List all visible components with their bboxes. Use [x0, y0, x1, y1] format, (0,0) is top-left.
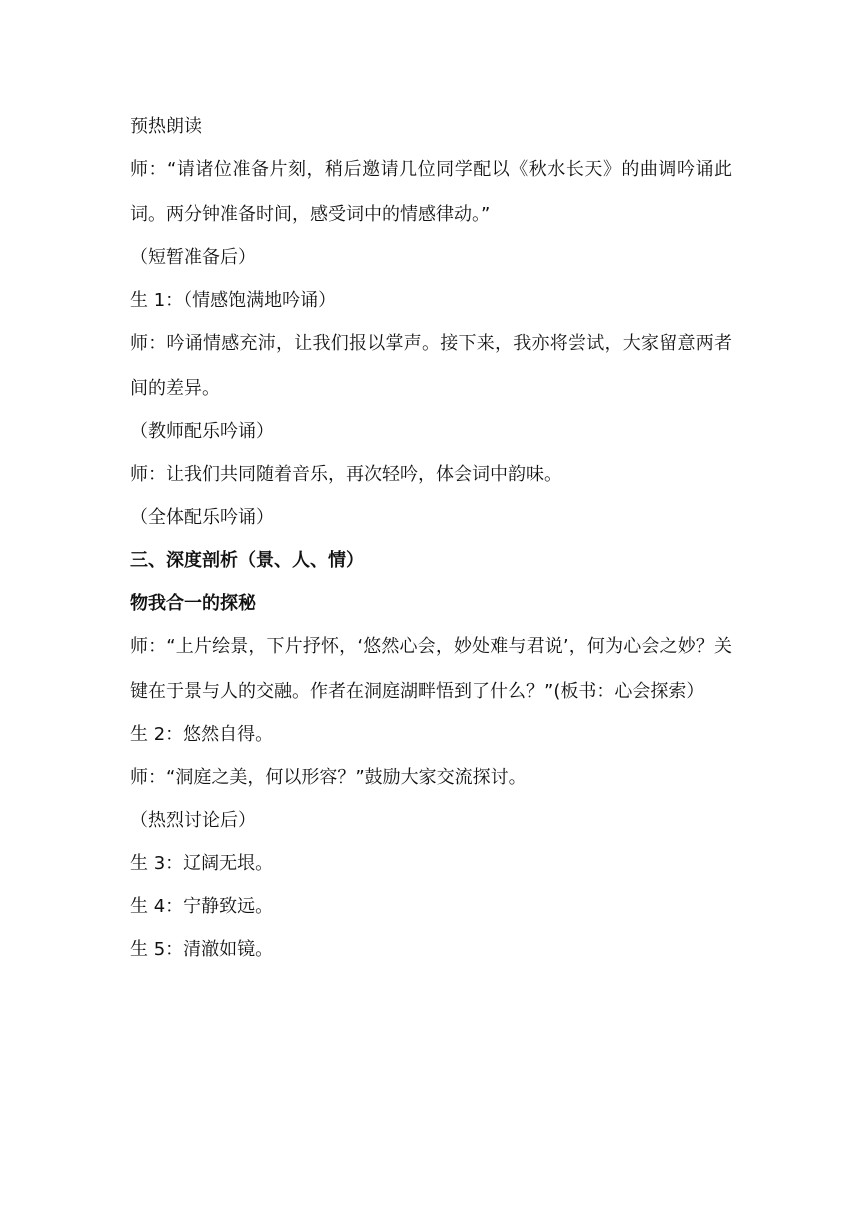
student-line: 生 4：宁静致远。 [130, 896, 274, 917]
teacher-line: 师：“洞庭之美，何以形容？”鼓励大家交流探讨。 [130, 767, 527, 788]
section-subheading: 物我合一的探秘 [130, 593, 256, 614]
document-body [130, 113, 732, 979]
teacher-line: 师：让我们共同随着音乐，再次轻吟，体会词中韵味。 [130, 464, 562, 485]
student-line: 生 1：（情感饱满地吟诵） [130, 290, 337, 311]
stage-direction: （热烈讨论后） [130, 810, 256, 831]
teacher-line: 师：“请诸位准备片刻，稍后邀请几位同学配以《秋水长天》的曲调吟诵此词。两分钟准备时间，感受词中的情感律动。” [130, 159, 732, 225]
student-line: 生 2：悠然自得。 [130, 724, 274, 745]
stage-direction: （短暂准备后） [130, 247, 256, 268]
section-subheading: 预热朗读 [130, 116, 202, 137]
stage-direction: （全体配乐吟诵） [130, 507, 274, 528]
stage-direction: （教师配乐吟诵） [130, 421, 274, 442]
teacher-line: 师：吟诵情感充沛，让我们报以掌声。接下来，我亦将尝试，大家留意两者间的差异。 [130, 333, 732, 399]
teacher-line: 师：“上片绘景，下片抒怀，‘悠然心会，妙处难与君说’，何为心会之妙？关键在于景与人的交融。作者在洞庭湖畔悟到了什么？”(板书：心会探索） [130, 636, 732, 702]
section-heading: 三、深度剖析（景、人、情） [130, 550, 364, 571]
student-line: 生 5：清澈如镜。 [130, 939, 274, 960]
student-line: 生 3：辽阔无垠。 [130, 853, 274, 874]
